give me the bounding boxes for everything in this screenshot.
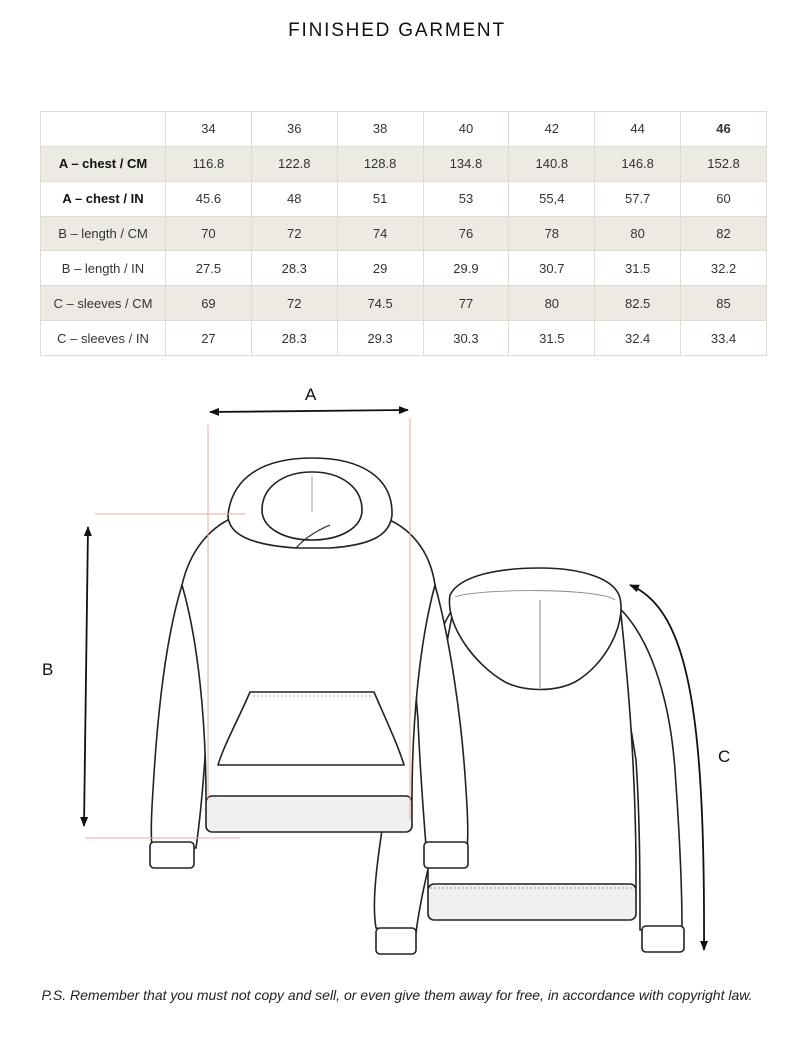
table-cell: 29 [337, 251, 423, 286]
table-row [41, 216, 767, 251]
table-cell: 122.8 [251, 146, 337, 181]
page-title: FINISHED GARMENT [288, 20, 506, 41]
row-label: B – length / IN [41, 251, 166, 286]
table-cell: 45.6 [166, 181, 252, 216]
table-cell: 82.5 [595, 286, 681, 321]
arrow-a [210, 410, 408, 412]
dimension-label-b: B [42, 660, 54, 679]
table-cell: 78 [509, 216, 595, 251]
size-header: 36 [251, 112, 337, 147]
table-cell: 80 [595, 216, 681, 251]
table-cell: 80 [509, 286, 595, 321]
hoodie-diagram [0, 370, 794, 970]
table-cell: 28.3 [251, 321, 337, 356]
table-cell: 72 [251, 286, 337, 321]
table-cell: 146.8 [595, 146, 681, 181]
table-cell: 51 [337, 181, 423, 216]
table-row [41, 181, 767, 216]
arrow-b [84, 527, 88, 826]
dimension-label-a: A [305, 385, 317, 404]
table-cell: 29.9 [423, 251, 509, 286]
table-cell: 55,4 [509, 181, 595, 216]
row-label: C – sleeves / CM [41, 286, 166, 321]
table-cell: 27.5 [166, 251, 252, 286]
front-left-cuff [150, 842, 194, 868]
table-cell: 60 [681, 181, 767, 216]
table-cell: 48 [251, 181, 337, 216]
table-cell: 30.3 [423, 321, 509, 356]
table-cell: 140.8 [509, 146, 595, 181]
table-cell: 29.3 [337, 321, 423, 356]
size-header: 42 [509, 112, 595, 147]
table-cell: 76 [423, 216, 509, 251]
table-cell: 32.4 [595, 321, 681, 356]
header-empty-cell [41, 112, 166, 147]
table-cell: 77 [423, 286, 509, 321]
size-header: 38 [337, 112, 423, 147]
table-cell: 69 [166, 286, 252, 321]
table-cell: 72 [251, 216, 337, 251]
table-cell: 82 [681, 216, 767, 251]
table-cell: 28.3 [251, 251, 337, 286]
table-row [41, 321, 767, 356]
size-header: 44 [595, 112, 681, 147]
row-label: A – chest / CM [41, 146, 166, 181]
table-cell: 32.2 [681, 251, 767, 286]
copyright-note: P.S. Remember that you must not copy and sell, or even give them away for free, in accordance with copyright law. [41, 987, 753, 1003]
size-header: 40 [423, 112, 509, 147]
table-cell: 128.8 [337, 146, 423, 181]
table-header-row [41, 112, 767, 147]
table-cell: 74.5 [337, 286, 423, 321]
table-cell: 134.8 [423, 146, 509, 181]
size-header: 34 [166, 112, 252, 147]
front-right-cuff [424, 842, 468, 868]
back-waistband [428, 884, 636, 920]
table-cell: 152.8 [681, 146, 767, 181]
row-label: A – chest / IN [41, 181, 166, 216]
table-cell: 30.7 [509, 251, 595, 286]
table-cell: 116.8 [166, 146, 252, 181]
table-row [41, 251, 767, 286]
table-cell: 70 [166, 216, 252, 251]
size-header: 46 [681, 112, 767, 147]
table-row [41, 146, 767, 181]
front-waistband [206, 796, 412, 832]
table-cell: 85 [681, 286, 767, 321]
table-cell: 31.5 [509, 321, 595, 356]
table-cell: 27 [166, 321, 252, 356]
table-cell: 33.4 [681, 321, 767, 356]
dimension-label-c: C [718, 747, 731, 766]
row-label: C – sleeves / IN [41, 321, 166, 356]
table-cell: 31.5 [595, 251, 681, 286]
back-right-cuff [642, 926, 684, 952]
table-cell: 74 [337, 216, 423, 251]
table-cell: 53 [423, 181, 509, 216]
table-cell: 57.7 [595, 181, 681, 216]
row-label: B – length / CM [41, 216, 166, 251]
size-table [40, 111, 767, 356]
table-row [41, 286, 767, 321]
back-left-cuff [376, 928, 416, 954]
